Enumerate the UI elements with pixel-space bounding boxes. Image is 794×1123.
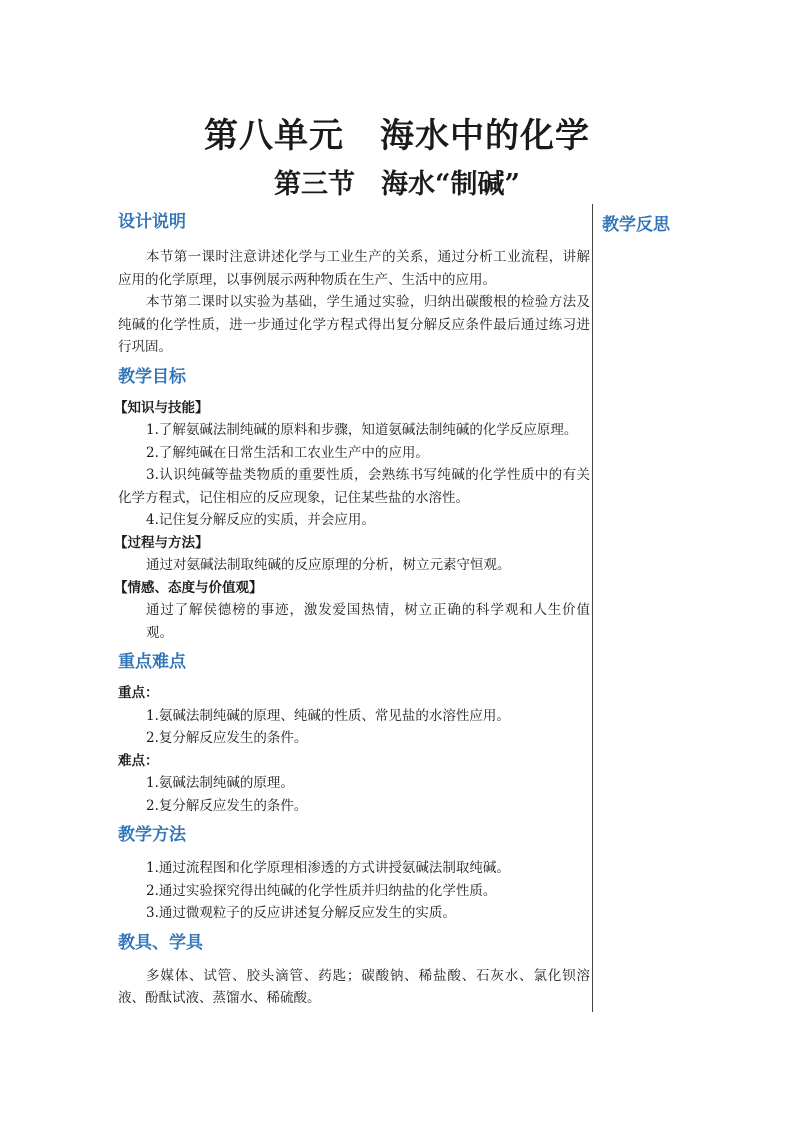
emotion-label: 【情感、态度与价值观】 <box>114 579 263 596</box>
method-item: 2.通过实验探究得出纯碱的化学性质并归纳盐的化学性质。 <box>146 882 497 899</box>
method-item: 3.通过微观粒子的反应讲述复分解反应发生的实质。 <box>146 905 456 921</box>
tools-text: 多媒体、试管、胶头滴管、药匙；碳酸钠、稀盐酸、石灰水、氯化钡溶液、酚酞试液、蒸馏水、稀硫酸。 <box>118 967 590 1006</box>
goals-heading: 教学目标 <box>118 366 186 387</box>
hard-item: 2.复分解反应发生的条件。 <box>146 797 308 814</box>
emotion-text: 通过了解侯德榜的事迹，激发爱国热情，树立正确的科学观和人生价值观。 <box>146 602 590 641</box>
tools-heading: 教具、学具 <box>118 932 203 953</box>
design-paragraph: 本节第二课时以实验为基础，学生通过实验，归纳出碳酸根的检验方法及纯碱的化学性质，进一步通过化学方程式得出复分解反应条件最后通过练习进行巩固。 <box>118 294 590 355</box>
knowledge-item: 1.了解氨碱法制纯碱的原料和步骤，知道氨碱法制纯碱的化学反应原理。 <box>146 422 578 438</box>
main-column <box>114 210 590 1010</box>
process-label: 【过程与方法】 <box>114 534 209 551</box>
key-item: 2.复分解反应发生的条件。 <box>146 730 308 746</box>
key-item: 1.氨碱法制纯碱的原理、纯碱的性质、常见盐的水溶性应用。 <box>146 707 510 724</box>
reflection-heading: 教学反思 <box>602 215 670 235</box>
section-title <box>0 162 794 201</box>
unit-title <box>0 108 794 157</box>
design-heading: 设计说明 <box>118 212 186 232</box>
knowledge-item: 4.记住复分解反应的实质，并会应用。 <box>146 512 375 528</box>
design-paragraph: 本节第一课时注意讲述化学与工业生产的关系，通过分析工业流程，讲解应用的化学原理，以事例展示两种物质在生产、生活中的应用。 <box>118 249 590 288</box>
section-number: 第三节 <box>273 169 355 200</box>
unit-number: 第八单元 <box>204 116 344 156</box>
column-divider <box>592 204 593 1012</box>
keypoints-heading: 重点难点 <box>118 652 186 672</box>
section-name: 海水“制碱” <box>380 169 521 200</box>
process-text: 通过对氨碱法制取纯碱的反应原理的分析，树立元素守恒观。 <box>146 557 511 573</box>
method-item: 1.通过流程图和化学原理相渗透的方式讲授氨碱法制取纯碱。 <box>146 860 510 876</box>
knowledge-item: 3.认识纯碱等盐类物质的重要性质，会熟练书写纯碱的化学性质中的有关化学方程式，记住相应的反应现象，记住某些盐的水溶性。 <box>118 467 590 506</box>
key-label: 重点： <box>118 685 159 701</box>
hard-item: 1.氨碱法制纯碱的原理。 <box>146 775 294 791</box>
unit-name: 海水中的化学 <box>380 116 590 156</box>
methods-heading: 教学方法 <box>118 825 186 845</box>
knowledge-label: 【知识与技能】 <box>114 399 209 416</box>
hard-label: 难点： <box>118 752 159 769</box>
knowledge-item: 2.了解纯碱在日常生活和工农业生产中的应用。 <box>146 444 429 461</box>
